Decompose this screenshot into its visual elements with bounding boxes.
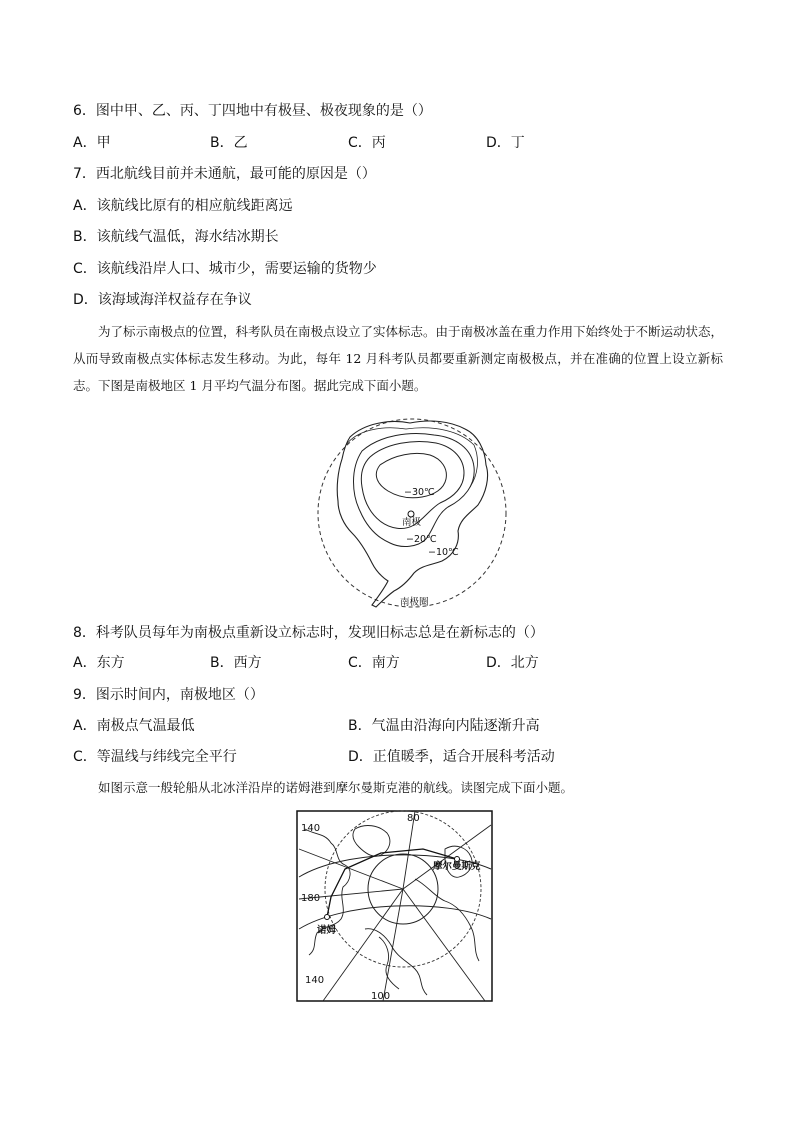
label-lon100: 100 <box>371 991 391 1002</box>
q6-option-d: D．丁 <box>486 135 525 151</box>
q8-option-c: C．南方 <box>348 655 400 671</box>
q8-option-b: B．西方 <box>210 655 262 671</box>
label-minus10: −10℃ <box>428 547 459 558</box>
nome-port-marker <box>325 915 330 920</box>
label-lon80: 80 <box>407 813 420 824</box>
label-lon140-bottom: 140 <box>305 975 325 986</box>
q6-option-a: A．甲 <box>73 135 111 151</box>
q7-stem: 7．西北航线目前并未通航，最可能的原因是（） <box>73 166 376 182</box>
passage-arctic: 如图示意一般轮船从北冰洋沿岸的诺姆港到摩尔曼斯克港的航线。读图完成下面小题。 <box>98 780 574 795</box>
q7-option-d: D．该海域海洋权益存在争议 <box>73 292 252 308</box>
label-minus30: −30℃ <box>404 487 435 498</box>
q8-stem: 8．科考队员每年为南极点重新设立标志时，发现旧标志总是在新标志的（） <box>73 625 544 641</box>
label-antarctic-circle: 南极圈 <box>400 597 429 608</box>
q9-stem: 9．图示时间内，南极地区（） <box>73 687 264 703</box>
q6-option-c: C．丙 <box>348 135 386 151</box>
q7-option-a: A．该航线比原有的相应航线距离远 <box>73 198 293 214</box>
label-nome: 诺姆 <box>317 925 337 936</box>
q9-option-b: B．气温由沿海向内陆逐渐升高 <box>348 718 540 734</box>
q6-option-b: B．乙 <box>210 135 248 151</box>
q8-option-d: D．北方 <box>486 655 539 671</box>
q9-option-d: D．正值暖季，适合开展科考活动 <box>348 749 555 765</box>
q7-option-c: C．该航线沿岸人口、城市少，需要运输的货物少 <box>73 261 377 277</box>
label-lon180: 180 <box>301 893 321 904</box>
label-murmansk: 摩尔曼斯克 <box>433 861 481 872</box>
passage-antarctic: 为了标示南极点的位置，科考队员在南极点设立了实体标志。由于南极冰盖在重力作用下始终处于不断运动状态，从而导致南极点实体标志发生移动。为此，每年 12 月科考队员都要重新测定南极极点，并在准确的位置上设立新标志。下图是南极地区 1 月平均气温分布图。据此完成下面小题。 <box>73 324 724 393</box>
label-south-pole: 南极 <box>402 517 422 528</box>
q6-stem: 6．图中甲、乙、丙、丁四地中有极昼、极夜现象的是（） <box>73 103 432 119</box>
q8-option-a: A．东方 <box>73 655 125 671</box>
label-lon140-top: 140 <box>301 823 321 834</box>
label-minus20: −20℃ <box>406 534 437 545</box>
q7-option-b: B．该航线气温低，海水结冰期长 <box>73 229 279 245</box>
q9-option-a: A．南极点气温最低 <box>73 718 195 734</box>
arctic-route-map <box>295 809 495 1004</box>
antarctica-temperature-map <box>310 415 515 615</box>
antarctica-coast-detail <box>346 428 477 487</box>
q9-option-c: C．等温线与纬线完全平行 <box>73 749 237 765</box>
